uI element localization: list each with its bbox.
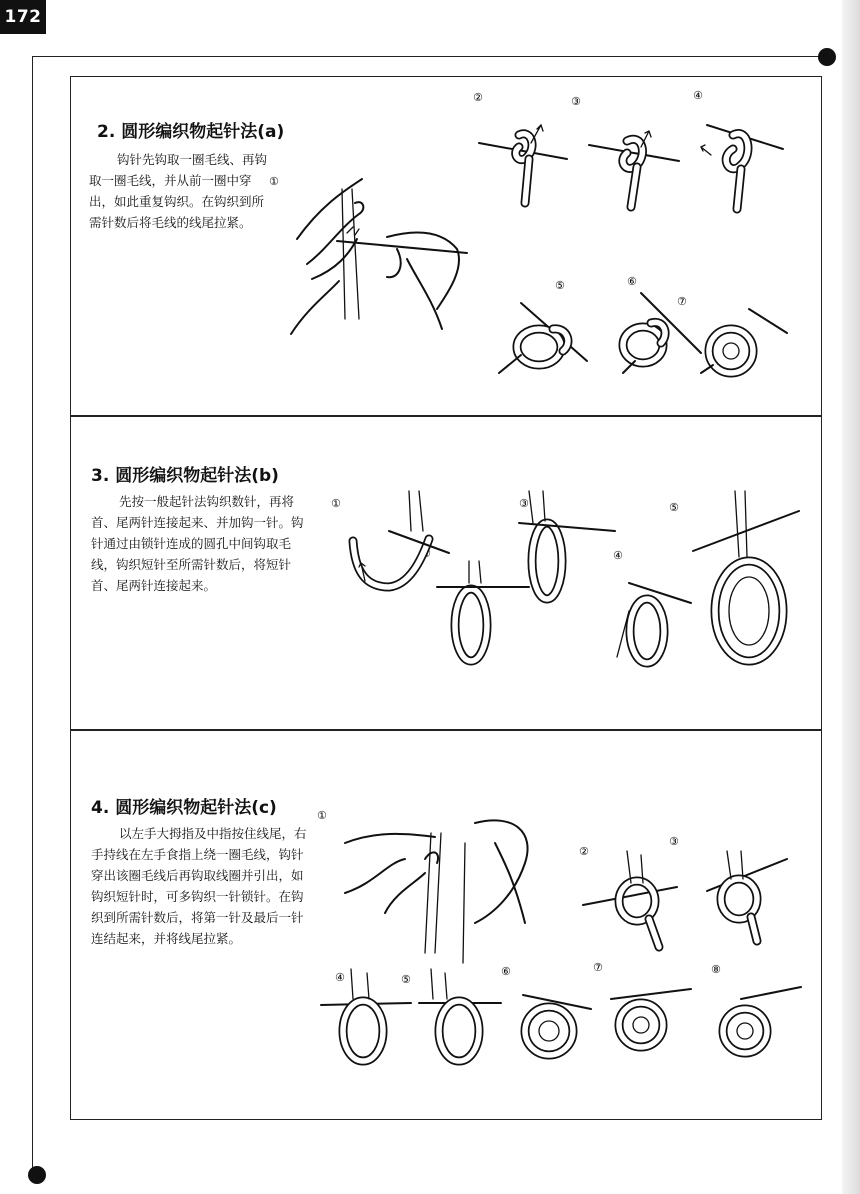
- figure-c-step-1: [315, 803, 555, 963]
- page-rule-top: [32, 56, 824, 57]
- figure-c-steps-2-3: [577, 831, 797, 961]
- figure-a-steps-2-4: [471, 85, 791, 215]
- page-number: 172: [0, 0, 46, 34]
- section-title-b: 3. 圆形编织物起针法(b): [91, 466, 279, 486]
- step-label: ①: [317, 809, 327, 822]
- figure-a-step-1: [267, 169, 487, 337]
- step-label: ⑧: [711, 963, 721, 976]
- figure-b-steps: [329, 491, 799, 691]
- figure-c-steps-4-8: [311, 961, 811, 1079]
- step-label: ③: [571, 95, 581, 108]
- section-panel-b: [70, 416, 822, 730]
- step-label: ①: [269, 175, 279, 188]
- page-rule-left: [32, 56, 33, 1178]
- step-label: ⑥: [501, 965, 511, 978]
- section-title-a: 2. 圆形编织物起针法(a): [97, 122, 285, 142]
- step-label: ⑤: [401, 973, 411, 986]
- step-label: ④: [613, 549, 623, 562]
- step-label: ④: [335, 971, 345, 984]
- section-panel-a: [70, 76, 822, 416]
- section-panel-c: [70, 730, 822, 1120]
- binding-hole-bottom: [28, 1166, 46, 1184]
- section-text-b: 先按一般起针法钩织数针，再将首、尾两针连接起来、并加钩一针。钩针通过由锁针连成的圆孔中间钩取毛线，钩织短针至所需针数后，将短针首、尾两针连接起来。: [91, 494, 304, 593]
- step-label: ③: [669, 835, 679, 848]
- step-label: ②: [421, 547, 431, 560]
- section-text-a: 钩针先钩取一圈毛线、再钩取一圈毛线，并从前一圈中穿出，如此重复钩织。在钩织到所需针数后将毛线的线尾拉紧。: [89, 152, 268, 230]
- page-edge-shadow: [842, 0, 860, 1194]
- step-label: ②: [579, 845, 589, 858]
- section-title-c: 4. 圆形编织物起针法(c): [91, 798, 277, 818]
- step-label: ⑤: [555, 279, 565, 292]
- step-label: ⑤: [669, 501, 679, 514]
- section-text-c: 以左手大拇指及中指按住线尾，右手持线在左手食指上绕一圈毛线，钩针穿出该圈毛线后再钩取线圈并引出，如钩织短针时，可多钩织一针锁针。在钩织到所需针数后，将第一针及最后一针连结起来，并将线尾拉紧。: [91, 826, 307, 946]
- step-label: ⑥: [627, 275, 637, 288]
- step-label: ③: [519, 497, 529, 510]
- figure-a-steps-5-7: [491, 273, 791, 393]
- step-label: ①: [331, 497, 341, 510]
- step-label: ②: [473, 91, 483, 104]
- step-label: ⑦: [677, 295, 687, 308]
- step-label: ⑦: [593, 961, 603, 974]
- step-label: ④: [693, 89, 703, 102]
- binding-hole-top: [818, 48, 836, 66]
